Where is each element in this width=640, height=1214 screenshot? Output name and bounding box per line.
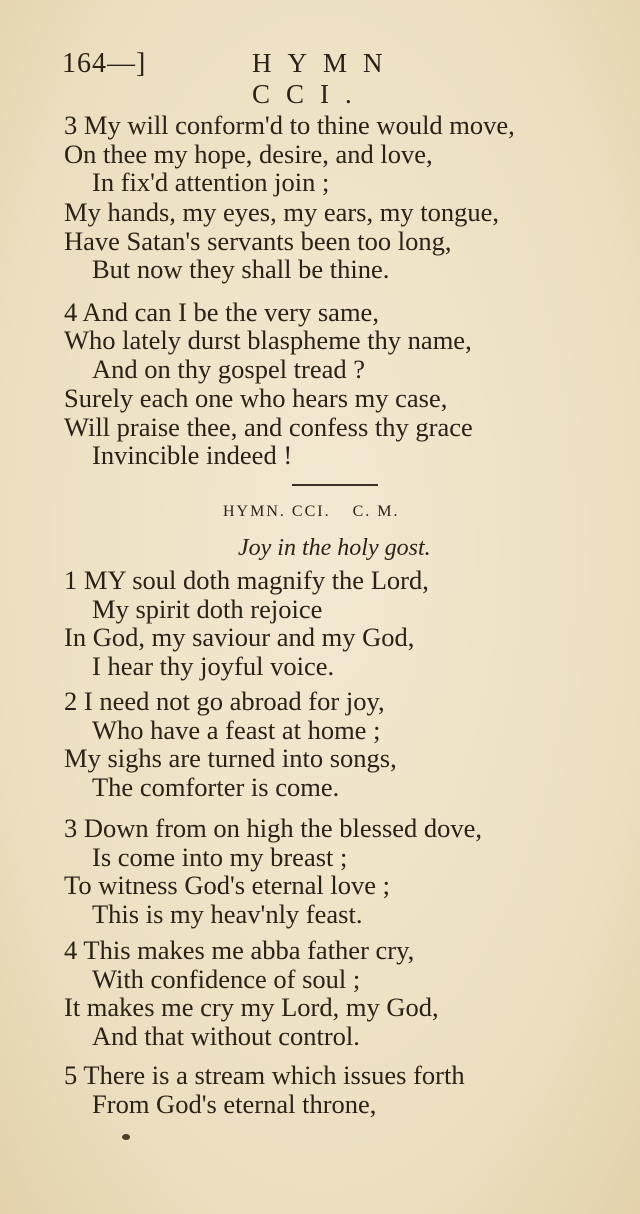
verse-line: In God, my saviour and my God, <box>64 622 415 652</box>
running-title: HYMN CCI. <box>252 48 399 109</box>
verse-line: This is my heav'nly feast. <box>92 899 363 929</box>
verse-line: Have Satan's servants been too long, <box>64 226 452 256</box>
verse-line: But now they shall be thine. <box>92 254 390 284</box>
hymn-meter: C. M. <box>352 503 400 520</box>
page-header <box>62 48 520 109</box>
verse-line: 4 And can I be the very same, <box>64 297 379 327</box>
hymn-heading <box>223 503 399 521</box>
verse-line: 3 My will conform'd to thine would move, <box>64 110 515 140</box>
verse-line: My hands, my eyes, my ears, my tongue, <box>64 197 499 227</box>
verse-line: On thee my hope, desire, and love, <box>64 139 433 169</box>
verse-line: My sighs are turned into songs, <box>64 743 397 773</box>
verse-line: With confidence of soul ; <box>92 964 361 994</box>
verse-line: The comforter is come. <box>92 772 340 802</box>
verse-line: My spirit doth rejoice <box>92 594 323 624</box>
verse-line: It makes me cry my Lord, my God, <box>64 992 439 1022</box>
verse-line: Is come into my breast ; <box>92 842 348 872</box>
verse-line: Surely each one who hears my case, <box>64 383 448 413</box>
verse-line: 4 This makes me abba father cry, <box>64 935 415 965</box>
section-divider <box>292 484 378 486</box>
hymn-subtitle: Joy in the holy gost. <box>238 535 431 561</box>
verse-line: 3 Down from on high the blessed dove, <box>64 813 483 843</box>
hymn-title: HYMN. CCI. <box>223 503 331 520</box>
verse-line: And on thy gospel tread ? <box>92 354 366 384</box>
verse-line: 5 There is a stream which issues forth <box>64 1060 465 1090</box>
verse-line: I hear thy joyful voice. <box>92 651 335 681</box>
verse-line: Invincible indeed ! <box>92 440 293 470</box>
verse-line: Who have a feast at home ; <box>92 715 381 745</box>
verse-line: 1 MY soul doth magnify the Lord, <box>64 565 429 595</box>
verse-line: From God's eternal throne, <box>92 1089 377 1119</box>
verse-line: In fix'd attention join ; <box>92 167 330 197</box>
page-number: 164—] <box>62 48 147 79</box>
verse-line: Who lately durst blaspheme thy name, <box>64 325 472 355</box>
verse-line: To witness God's eternal love ; <box>64 870 391 900</box>
verse-line: 2 I need not go abroad for joy, <box>64 686 385 716</box>
verse-line: And that without control. <box>92 1021 360 1051</box>
verse-line: Will praise thee, and confess thy grace <box>64 412 473 442</box>
ink-mark <box>122 1134 130 1140</box>
